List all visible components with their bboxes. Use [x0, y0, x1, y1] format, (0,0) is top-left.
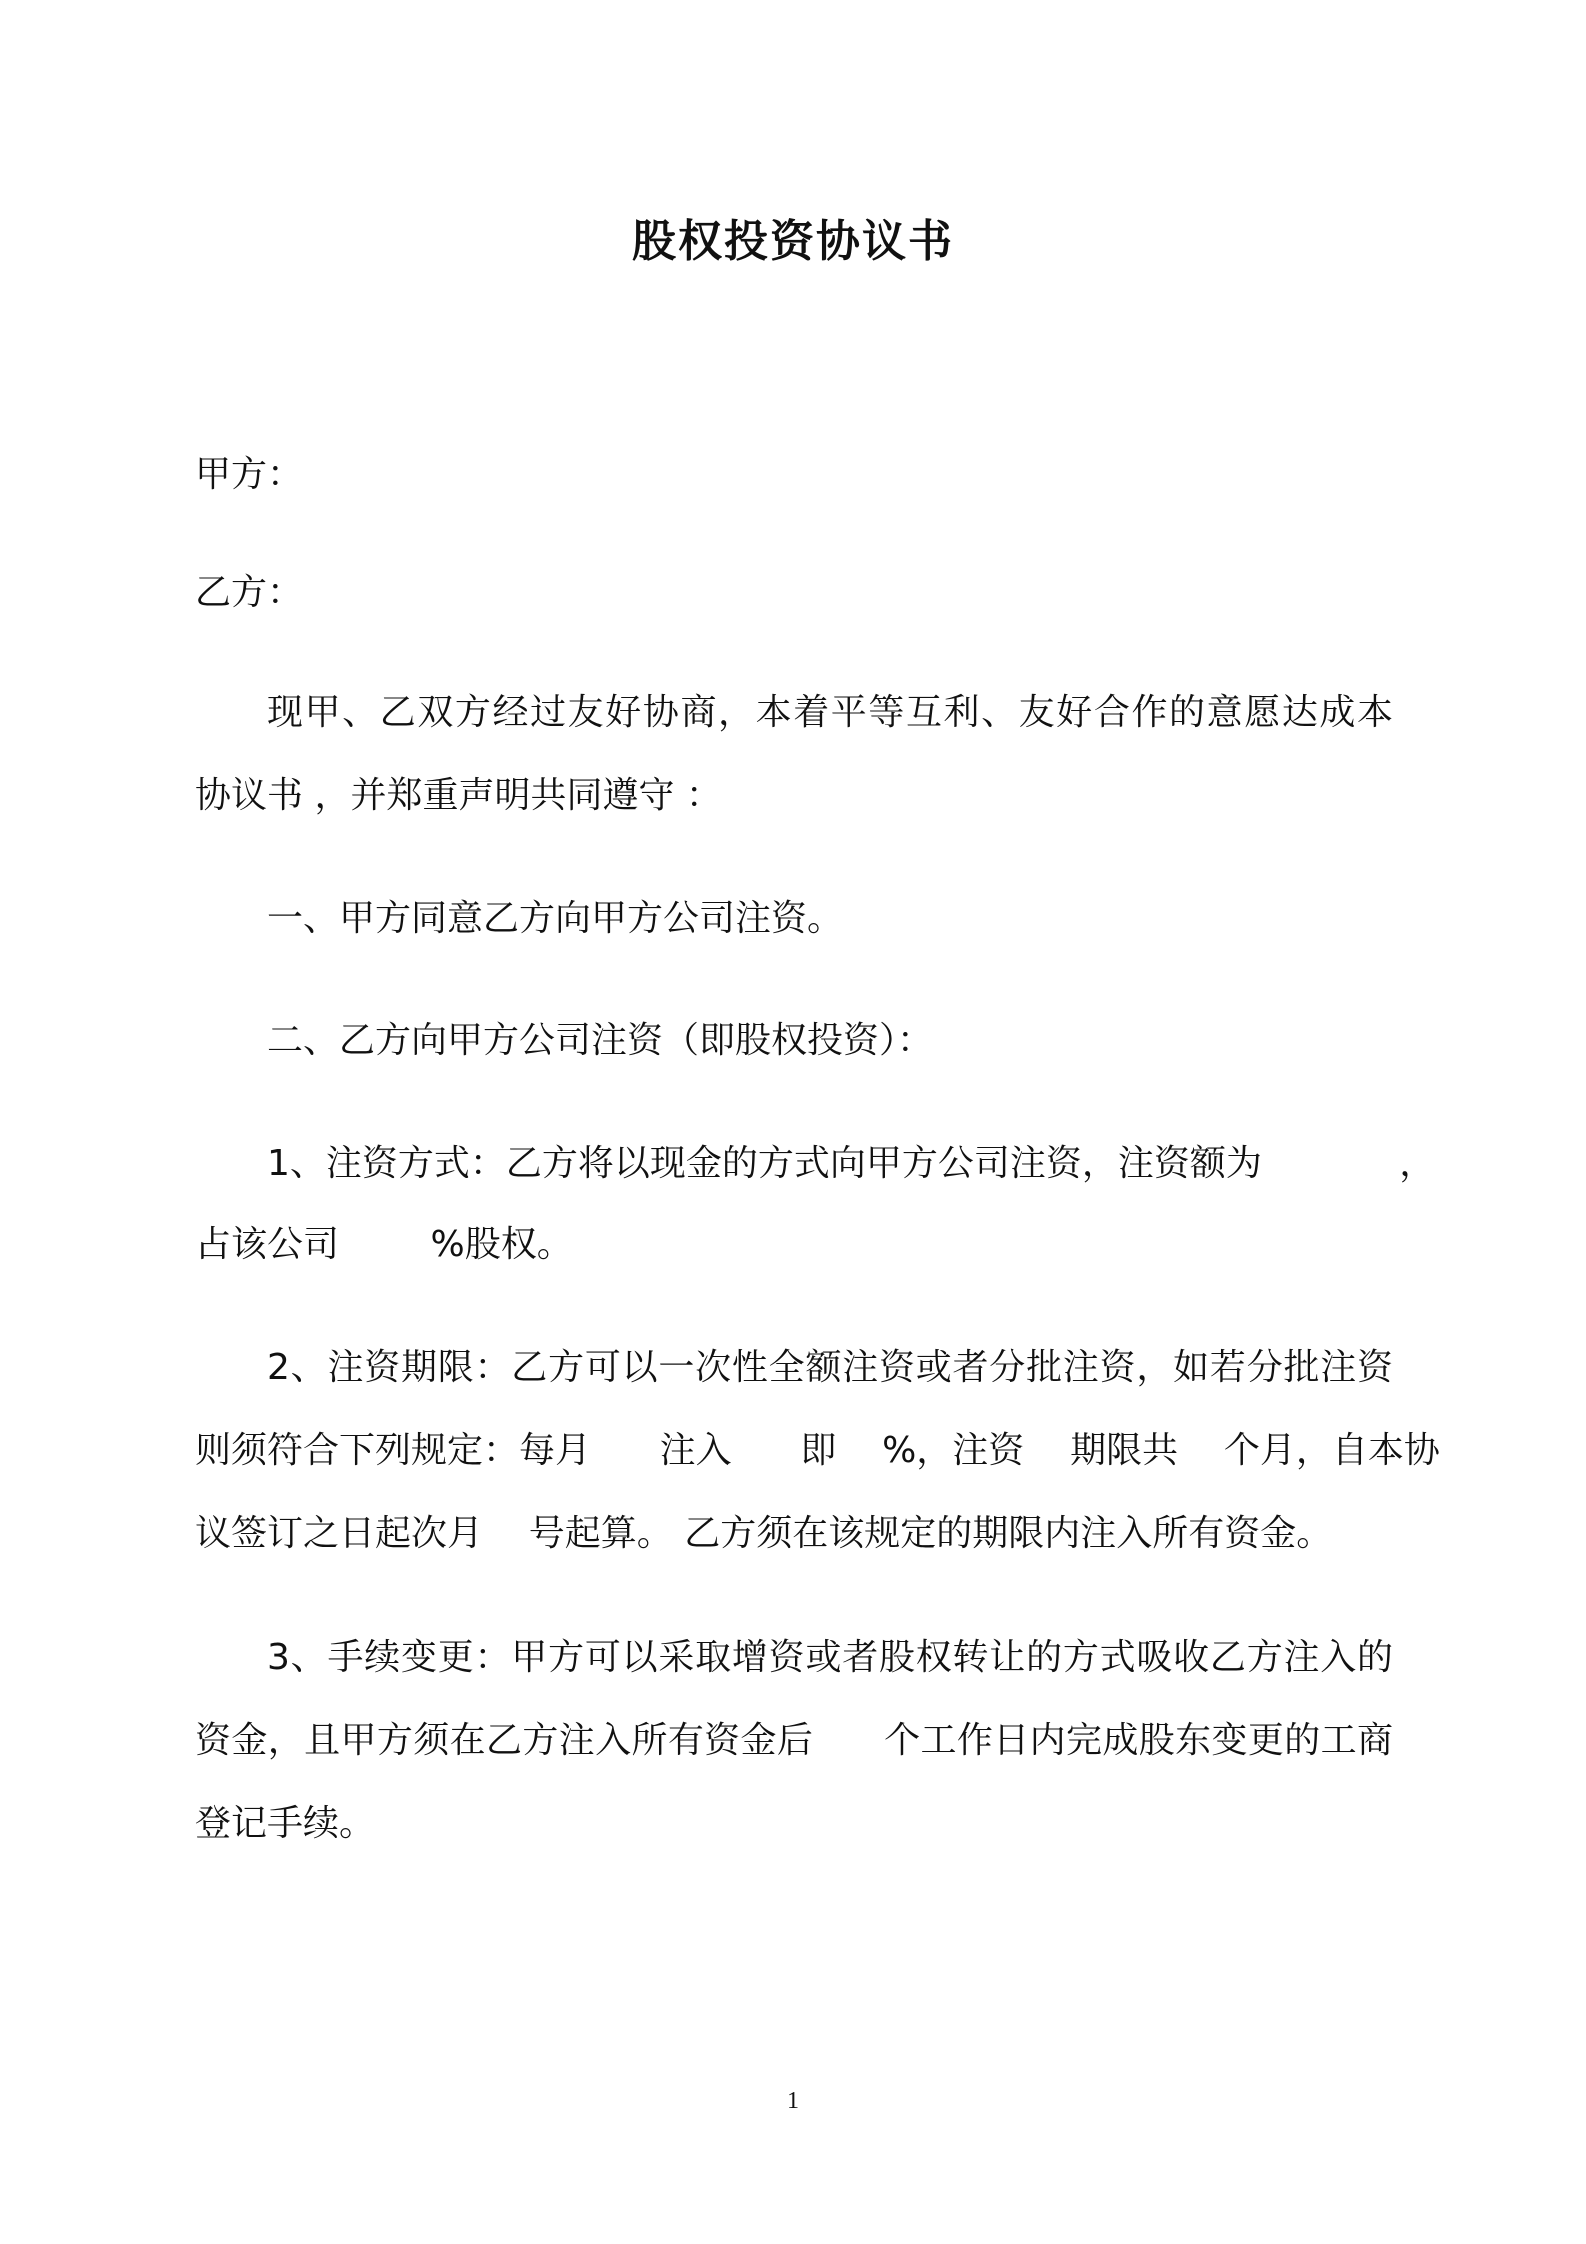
- item-3-line-3: 登记手续。: [195, 1803, 376, 1844]
- item-1-line-1: 1、注资方式：乙方将以现金的方式向甲方公司注资，注资额为 ，: [267, 1143, 1436, 1184]
- preamble-line-1: 现甲、乙双方经过友好协商，本着平等互利、友好合作的意愿达成本: [267, 692, 1393, 733]
- clause-2: 二、乙方向甲方公司注资（即股权投资）：: [267, 1020, 934, 1061]
- page-number: 1: [787, 2088, 799, 2114]
- item-3-line-2: 资金，且甲方须在乙方注入所有资金后 个工作日内完成股东变更的工商: [195, 1720, 1393, 1761]
- item-2-line-2: 则须符合下列规定：每月 注入 即 %，注资 期限共 个月，自本协: [195, 1430, 1440, 1471]
- item-2-line-1: 2、注资期限：乙方可以一次性全额注资或者分批注资，如若分批注资: [267, 1347, 1393, 1388]
- item-1-line-2: 占该公司 %股权。: [195, 1224, 573, 1265]
- item-2-line-3: 议签订之日起次月 号起算。 乙方须在该规定的期限内注入所有资金。: [195, 1513, 1333, 1554]
- document-title: 股权投资协议书: [632, 216, 954, 267]
- preamble-line-2: 协议书 ，并郑重声明共同遵守 ：: [195, 775, 722, 816]
- item-3-line-1: 3、手续变更：甲方可以采取增资或者股权转让的方式吸收乙方注入的: [267, 1637, 1393, 1678]
- clause-1: 一、甲方同意乙方向甲方公司注资。: [267, 898, 844, 939]
- party-a-label: 甲方：: [195, 454, 304, 495]
- party-b-label: 乙方：: [195, 572, 304, 613]
